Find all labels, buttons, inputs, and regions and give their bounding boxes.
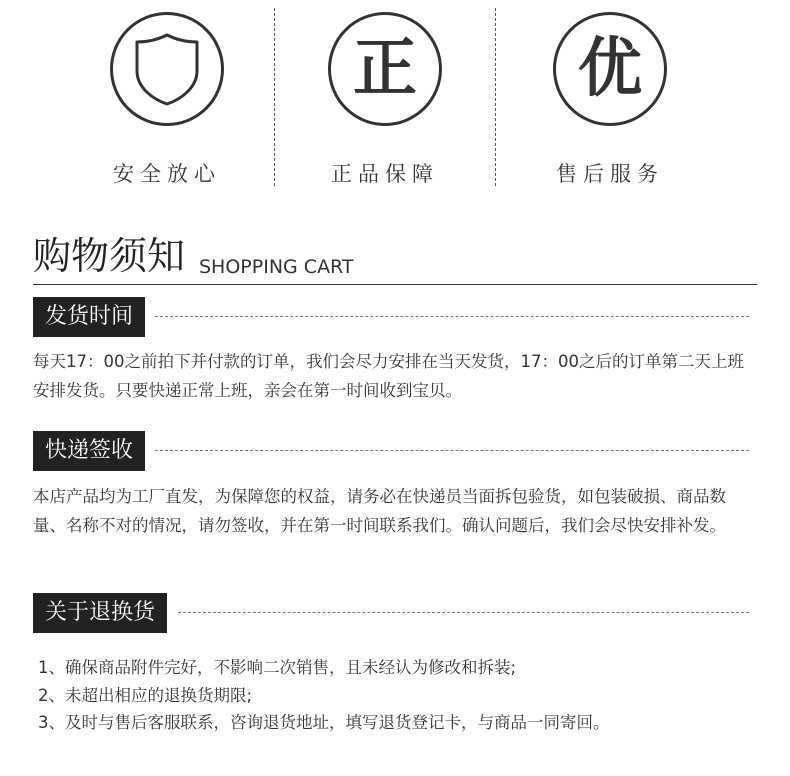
delivery-text: 本店产品均为工厂直发，为保障您的权益，请务必在快递员当面拆包验货，如包装破损、商品数量、名称不对的情况，请勿签收，并在第一时间联系我们。确认问题后，我们会尽快安排补发。 [33,487,726,535]
section-divider [155,316,749,317]
badge-service [500,0,720,200]
badge-safe [57,0,277,200]
list-item: 2、未超出相应的退换货期限; [38,686,253,705]
badge-genuine [275,0,495,200]
page-title-bar [33,230,757,285]
guarantee-badges [0,0,790,200]
divider [495,8,496,186]
page-subtitle: SHOPPING CART [199,256,354,278]
badge-caption: 正品保障 [331,162,439,186]
list-item: 3、及时与售后客服联系，咨询退货地址，填写退货登记卡，与商品一同寄回。 [38,713,610,732]
shipping-text: 每天17：00之前拍下并付款的订单，我们会尽力安排在当天发货，17：00之后的订单第二天上班安排发货。只要快递正常上班，亲会在第一时间收到宝贝。 [33,352,744,400]
badge-caption: 安全放心 [113,162,221,186]
section-label-shipping: 发货时间 [33,297,145,337]
section-label-returns: 关于退换货 [33,593,167,633]
section-divider [155,450,749,451]
you-character-icon: 优 [553,12,667,126]
section-label-delivery: 快递签收 [33,431,145,471]
shield-icon [110,12,224,126]
zheng-character-icon: 正 [328,12,442,126]
list-item: 1、确保商品附件完好，不影响二次销售，且未经认为修改和拆装; [38,658,517,677]
section-divider [178,612,749,613]
badge-caption: 售后服务 [556,162,664,186]
page-title: 购物须知 [33,234,186,278]
